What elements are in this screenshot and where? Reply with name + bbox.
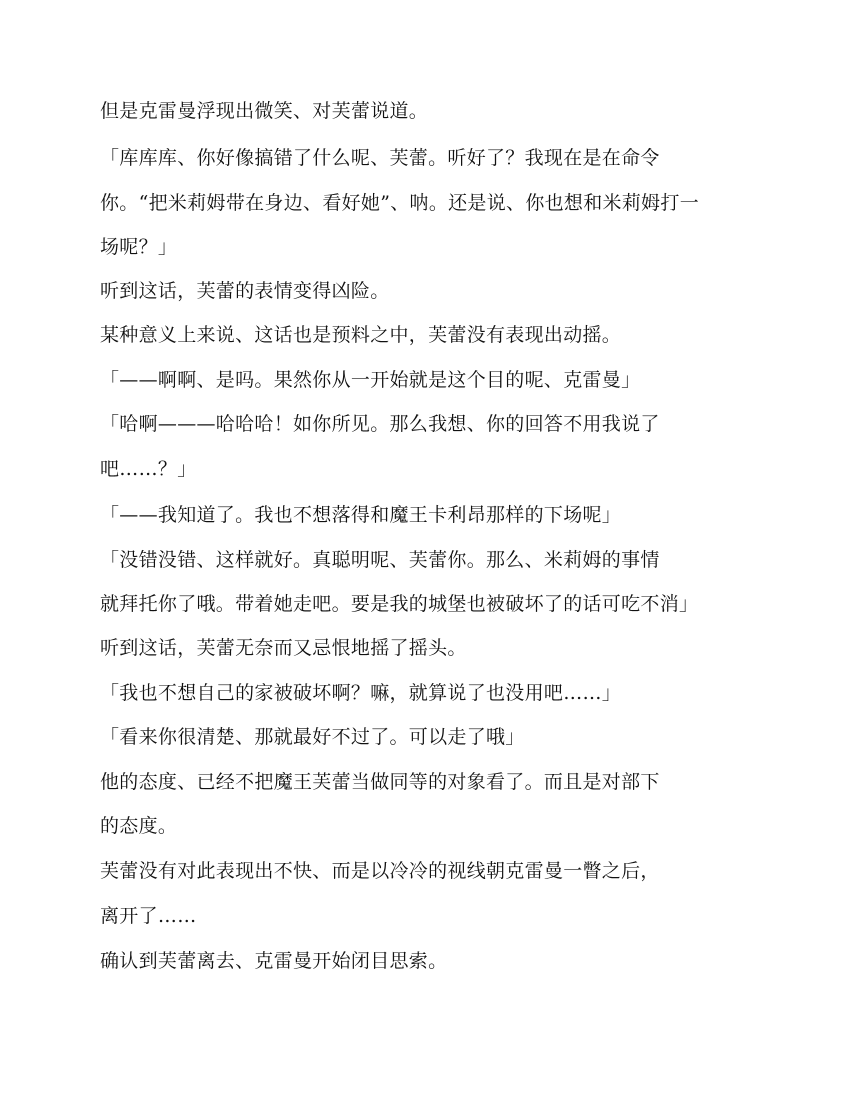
text-line: 某种意义上来说、这话也是预料之中，芙蕾没有表现出动摇。 <box>100 324 622 346</box>
text-line: 「没错没错、这样就好。真聪明呢、芙蕾你。那么、米莉姆的事情 <box>100 549 660 571</box>
text-line: 「哈啊———哈哈哈！如你所见。那么我想、你的回答不用我说了 <box>100 413 660 435</box>
text-line: 你。“把米莉姆带在身边、看好她”、呐。还是说、你也想和米莉姆打一 <box>100 192 700 214</box>
text-line: 就拜托你了哦。带着她走吧。要是我的城堡也被破坏了的话可吃不消」 <box>100 593 699 615</box>
text-line: 听到这话，芙蕾的表情变得凶险。 <box>100 280 390 302</box>
text-line: 离开了…… <box>100 905 197 927</box>
text-line: 「库库库、你好像搞错了什么呢、芙蕾。听好了？我现在是在命令 <box>100 147 660 169</box>
text-line: 「我也不想自己的家被破坏啊？嘛，就算说了也没用吧……」 <box>100 682 622 704</box>
text-line: 「——啊啊、是吗。果然你从一开始就是这个目的呢、克雷曼」 <box>100 369 641 391</box>
text-line: 「看来你很清楚、那就最好不过了。可以走了哦」 <box>100 726 525 748</box>
text-line: 他的态度、已经不把魔王芙蕾当做同等的对象看了。而且是对部下 <box>100 771 660 793</box>
text-line: 吧……？」 <box>100 458 197 480</box>
text-line: 场呢？」 <box>100 236 178 258</box>
text-line: 听到这话，芙蕾无奈而又忌恨地摇了摇头。 <box>100 637 467 659</box>
text-line: 「——我知道了。我也不想落得和魔王卡利昂那样的下场呢」 <box>100 504 622 526</box>
text-line: 确认到芙蕾离去、克雷曼开始闭目思索。 <box>100 950 448 972</box>
text-line: 芙蕾没有对此表现出不快、而是以冷冷的视线朝克雷曼一瞥之后， <box>100 860 660 882</box>
text-line: 的态度。 <box>100 815 178 837</box>
text-line: 但是克雷曼浮现出微笑、对芙蕾说道。 <box>100 100 429 122</box>
